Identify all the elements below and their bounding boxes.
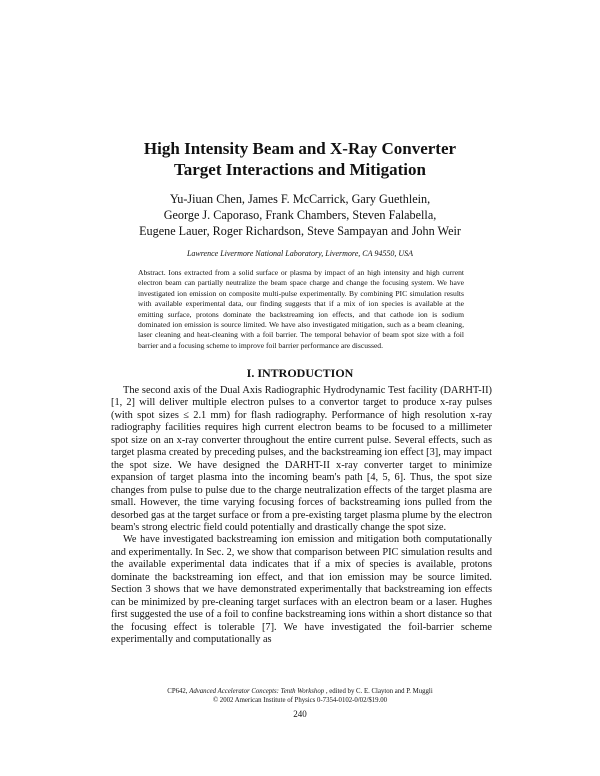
page-number: 240: [293, 709, 307, 719]
authors-line-1: Yu-Jiuan Chen, James F. McCarrick, Gary Guethlein,: [169, 192, 431, 206]
title-line-2: Target Interactions and Mitigation: [173, 160, 426, 179]
introduction-body: [111, 385, 492, 647]
section-heading-introduction: I. INTRODUCTION: [246, 366, 354, 380]
paper-title: [60, 138, 540, 180]
paragraph-2: We have investigated backstreaming ion emission and mitigation both computationally and experimentally. In Sec. 2, we show that comparison between PIC simulation results and the available experimental data indicates that if a mix of species is available, protons dominate the backstreaming ion effect, and that ion emission may be source limited. Section 3 shows that we have demonstrated experimentally that backstreaming ion effects can be minimized by pre-cleaning target surfaces with an electron beam or a laser. Hughes first suggested the use of a foil to confine backstreaming ions within a short distance so that the focusing effect is tolerable [7]. We have investigated the foil-barrier scheme experimentally and computationally as: [111, 534, 492, 646]
abstract-text: Ions extracted from a solid surface or plasma by impact of an high intensity and high current electron beam can partially neutralize the beam space charge and change the focusing system. We have investigated ion emission on composite multi-pulse experimentally. By combining PIC simulation results with available experimental data, our finding suggests that if a mix of ion species is available at the emitting surface, protons dominate the backstreaming ion effects, and that cathode ion is sodium dominated ion emission is source limited. We have also investigated mitigation, such as a beam cleaning, laser cleaning and heat-cleaning with a foil barrier. The temporal behavior of beam spot size with a foil barrier and a focusing scheme to improve foil barrier performance are discussed.: [138, 268, 464, 350]
authors-line-2: George J. Caporaso, Frank Chambers, Steven Falabella,: [163, 208, 437, 222]
affiliation: Lawrence Livermore National Laboratory, Livermore, CA 94550, USA: [186, 249, 414, 258]
footer-citation-venue: Advanced Accelerator Concepts: Tenth Workshop: [189, 688, 325, 695]
title-line-1: High Intensity Beam and X-Ray Converter: [143, 139, 457, 158]
authors-line-3: Eugene Lauer, Roger Richardson, Steve Sampayan and John Weir: [139, 224, 461, 238]
abstract-label: Abstract.: [138, 268, 166, 277]
footer-copyright: © 2002 American Institute of Physics 0-7354-0102-0/02/$19.00: [212, 697, 388, 704]
footer-citation: [60, 687, 540, 696]
footer-citation-prefix: CP642,: [167, 688, 188, 695]
page-footer: [60, 687, 540, 705]
paragraph-1: The second axis of the Dual Axis Radiographic Hydrodynamic Test facility (DARHT-II) [1, 2] will deliver multiple electron pulses to a convertor target to produce x-ray pulses (with spot sizes ≤ 2.1 mm) for flash radiography. Performance of high resolution x-ray radiography facilities requires high current electron beams to be focused to a millimeter spot size on an x-ray converter throughout the entire current pulse. Several effects, such as target plasma created by preceding pulses, and the backstreaming ion effect [3], may impact the spot size. We have designed the DARHT-II x-ray converter target to minimize expansion of target plasma into the incoming beam's path [4, 5, 6]. Thus, the spot size changes from pulse to pulse due to the charge neutralization effects of the target plasma are small. However, the time varying focusing forces of backstreaming ions pulled from the desorbed gas at the target surface or from a pre-existing target plasma plume by the electron beam's strong electric field could potentially and drastically change the spot size.: [111, 385, 492, 533]
abstract: [138, 268, 464, 351]
author-list: [60, 191, 540, 239]
footer-citation-suffix: , edited by C. E. Clayton and P. Muggli: [325, 688, 433, 695]
